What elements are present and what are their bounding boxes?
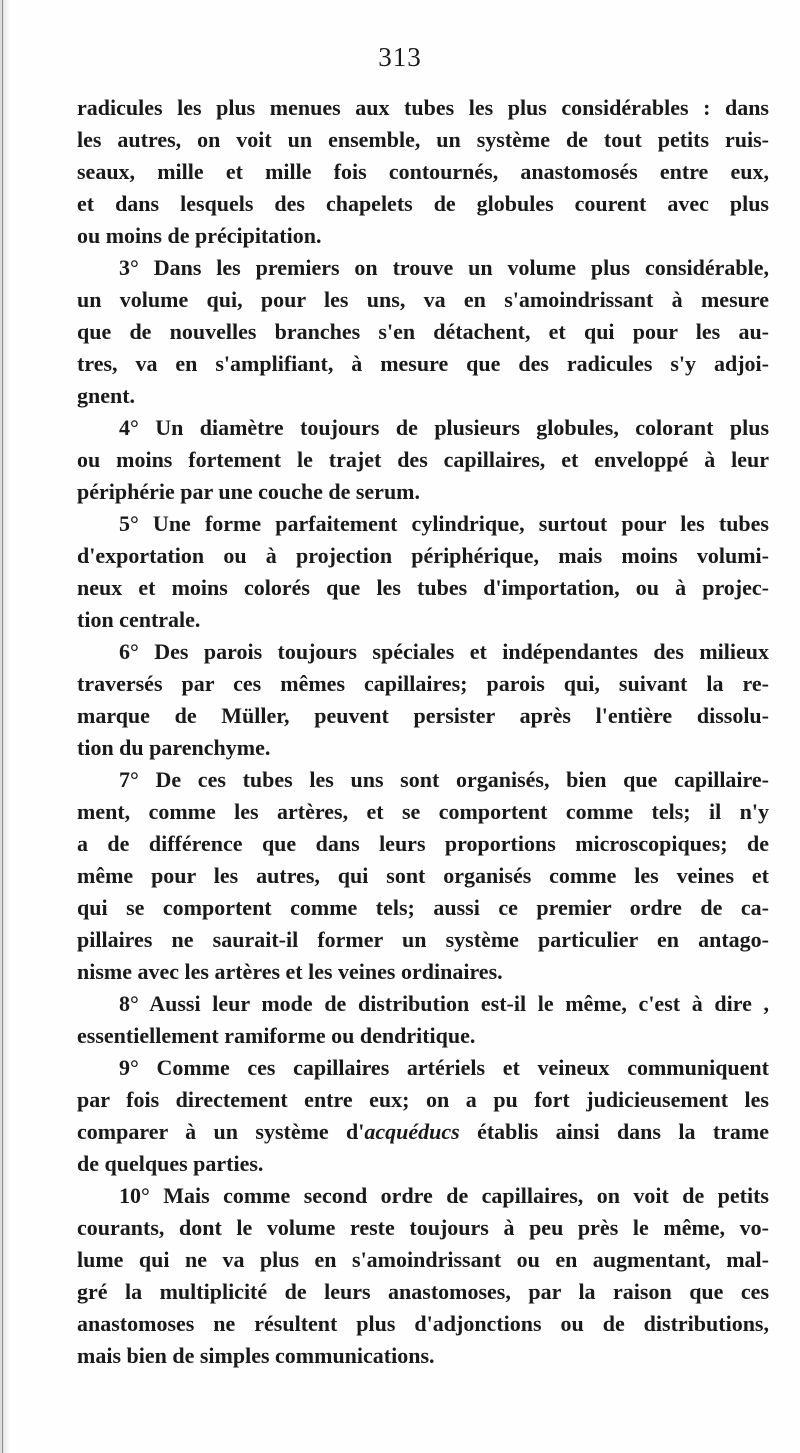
text-line: tion du parenchyme. [77, 735, 271, 760]
text-line: et dans lesquels des chapelets de globules courent avec plus [77, 191, 769, 216]
text-line: périphérie par une couche de serum. [77, 479, 421, 504]
text-line: tion centrale. [77, 607, 201, 632]
text-line: 5° Une forme parfaitement cylindrique, surtout pour les tubes [119, 511, 769, 536]
text-line: un volume qui, pour les uns, va en s'amoindrissant à mesure [77, 287, 769, 312]
text-line: tres, va en s'amplifiant, à mesure que des radicules s'y adjoi- [77, 351, 769, 376]
text-line: anastomoses ne résultent plus d'adjonctions ou de distributions, [77, 1311, 769, 1336]
text-line: 9° Comme ces capillaires artériels et veineux communiquent [119, 1055, 769, 1080]
text-line: 10° Mais comme second ordre de capillaires, on voit de petits [119, 1183, 769, 1208]
text-line: neux et moins colorés que les tubes d'importation, ou à projec- [77, 575, 769, 600]
text-line: mais bien de simples communications. [77, 1343, 435, 1368]
text-line: traversés par ces mêmes capillaires; parois qui, suivant la re- [77, 671, 769, 696]
text-line: d'exportation ou à projection périphérique, mais moins volumi- [77, 543, 769, 568]
page-edge-line [2, 0, 3, 1453]
page-number: 313 [378, 42, 422, 72]
text-line: a de différence que dans leurs proportions microscopiques; de [77, 831, 769, 856]
text-line: essentiellement ramiforme ou dendritique. [77, 1023, 476, 1048]
text-line: les autres, on voit un ensemble, un système de tout petits ruis- [77, 127, 769, 152]
text-line: ou moins fortement le trajet des capillaires, et enveloppé à leur [77, 447, 769, 472]
text-line: 6° Des parois toujours spéciales et indépendantes des milieux [119, 639, 769, 664]
italic-term: acquéducs [364, 1119, 460, 1144]
text-line: pillaires ne saurait-il former un système particulier en antago- [77, 927, 769, 952]
text-line: gnent. [77, 383, 136, 408]
text-line: qui se comportent comme tels; aussi ce premier ordre de ca- [77, 895, 769, 920]
text-line: 8° Aussi leur mode de distribution est-il le même, c'est à dire , [119, 991, 769, 1016]
text-line: même pour les autres, qui sont organisés comme les veines et [77, 863, 769, 888]
text-line: de quelques parties. [77, 1151, 264, 1176]
text-line: que de nouvelles branches s'en détachent, et qui pour les au- [77, 319, 769, 344]
text-line: seaux, mille et mille fois contournés, anastomosés entre eux, [77, 159, 769, 184]
text-line: par fois directement entre eux; on a pu fort judicieusement les [77, 1087, 769, 1112]
body-text [77, 92, 769, 1372]
text-line: lume qui ne va plus en s'amoindrissant ou en augmentant, mal- [77, 1247, 769, 1272]
text-line: ou moins de précipitation. [77, 223, 322, 248]
text-line: radicules les plus menues aux tubes les plus considérables : dans [77, 95, 769, 120]
text-line: marque de Müller, peuvent persister après l'entière dissolu- [77, 703, 769, 728]
text-line: ment, comme les artères, et se comportent comme tels; il n'y [77, 799, 769, 824]
text-line: comparer à un système d'acquéducs établis ainsi dans la trame [77, 1119, 769, 1144]
text-line: gré la multiplicité de leurs anastomoses, par la raison que ces [77, 1279, 769, 1304]
text-line: nisme avec les artères et les veines ordinaires. [77, 959, 503, 984]
text-line: 4° Un diamètre toujours de plusieurs globules, colorant plus [119, 415, 769, 440]
text-line: 7° De ces tubes les uns sont organisés, bien que capillaire- [119, 767, 769, 792]
text-line: 3° Dans les premiers on trouve un volume plus considérable, [119, 255, 769, 280]
text-line: courants, dont le volume reste toujours à peu près le même, vo- [77, 1215, 769, 1240]
